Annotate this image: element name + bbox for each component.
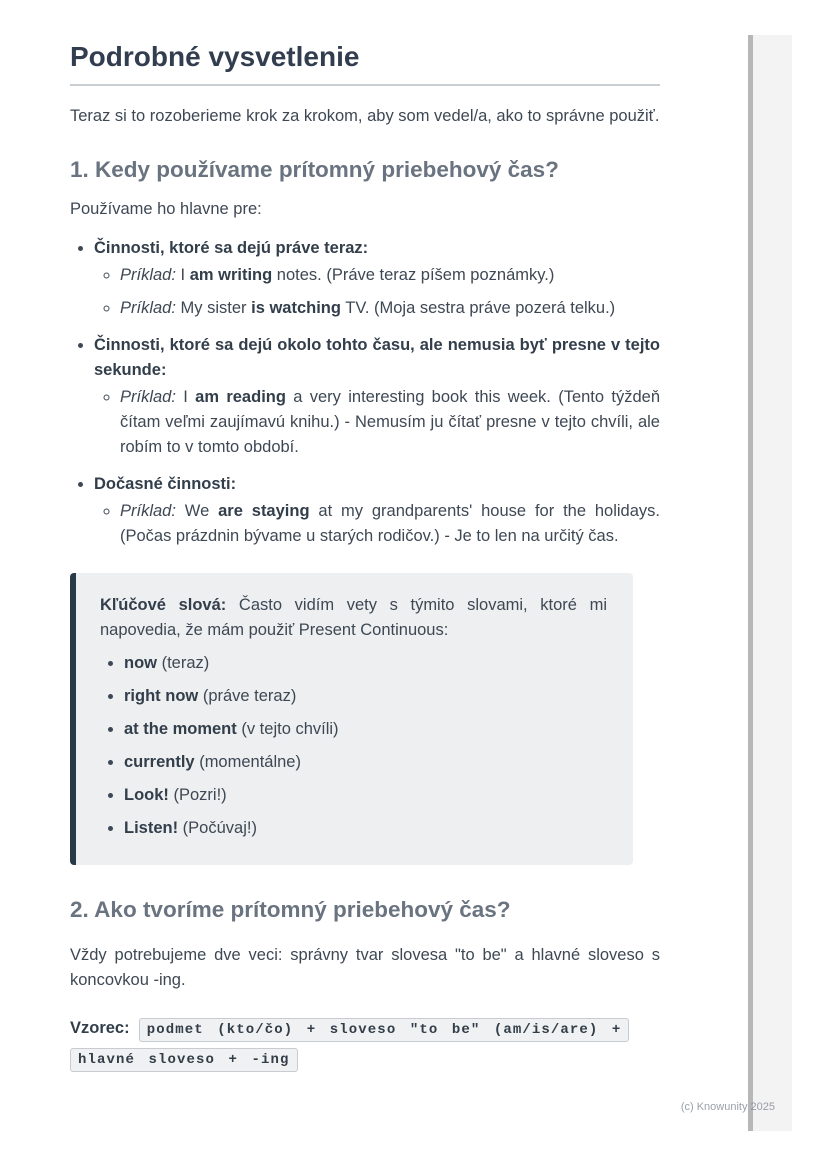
section-1-heading: 1. Kedy používame prítomný priebehový čas? xyxy=(70,157,559,182)
section-1-lead: Používame ho hlavne pre: xyxy=(70,200,262,218)
keyword-term: Listen! xyxy=(124,819,179,837)
example-item xyxy=(120,499,660,549)
keyword-note: (momentálne) xyxy=(194,753,301,771)
formula-code: podmet (kto/čo) + sloveso "to be" (am/is/are) + hlavné sloveso + -ing xyxy=(70,1018,629,1072)
page-title: Podrobné vysvetlenie xyxy=(70,41,360,72)
keywords-callout-box xyxy=(70,573,633,865)
example-text-before: I xyxy=(175,266,190,284)
keyword-term: at the moment xyxy=(124,720,237,738)
example-verb: am writing xyxy=(189,266,273,284)
example-verb: am reading xyxy=(195,388,286,406)
keyword-note: (práve teraz) xyxy=(198,687,297,705)
intro-paragraph: Teraz si to rozoberieme krok za krokom, aby som vedel/a, ako to správne použiť. xyxy=(70,107,660,125)
list-item-title: Činnosti, ktoré sa dejú okolo tohto času, ale nemusia byť presne v tejto sekunde: xyxy=(94,336,660,379)
example-sub-list xyxy=(94,263,660,321)
keyword-item xyxy=(124,816,607,841)
example-item xyxy=(120,385,660,460)
example-text-before: We xyxy=(175,502,219,520)
example-item xyxy=(120,263,660,288)
keyword-item xyxy=(124,783,607,808)
section-2-heading: 2. Ako tvoríme prítomný priebehový čas? xyxy=(70,897,511,922)
list-item xyxy=(94,236,660,321)
formula-label: Vzorec: xyxy=(70,1019,130,1037)
keyword-item xyxy=(124,651,607,676)
keyword-term: currently xyxy=(124,753,195,771)
list-item-title: Činnosti, ktoré sa dejú práve teraz: xyxy=(94,239,369,257)
list-item xyxy=(94,472,660,549)
example-item xyxy=(120,296,660,321)
title-divider xyxy=(70,84,660,86)
example-text-after: TV. (Moja sestra práve pozerá telku.) xyxy=(340,299,616,317)
example-text-before: My sister xyxy=(175,299,252,317)
example-text-before: I xyxy=(175,388,196,406)
example-label: Príklad: xyxy=(120,388,176,406)
example-label: Príklad: xyxy=(120,266,176,284)
example-label: Príklad: xyxy=(120,502,176,520)
keyword-note: (teraz) xyxy=(157,654,210,672)
keyword-item xyxy=(124,750,607,775)
list-item-title: Dočasné činnosti: xyxy=(94,475,237,493)
keywords-list xyxy=(100,651,607,841)
keyword-term: now xyxy=(124,654,157,672)
example-text-after: notes. (Práve teraz píšem poznámky.) xyxy=(272,266,555,284)
scrollbar[interactable] xyxy=(748,35,792,1131)
keyword-item xyxy=(124,717,607,742)
keyword-note: (Pozri!) xyxy=(168,786,227,804)
keywords-text: Často vidím vety s týmito slovami, ktoré mi napovedia, že mám použiť Present Continuous: xyxy=(100,596,607,639)
keyword-term: Look! xyxy=(124,786,169,804)
example-sub-list xyxy=(94,385,660,460)
section-2-paragraph: Vždy potrebujeme dve veci: správny tvar slovesa "to be" a hlavné sloveso s koncovkou -ing. xyxy=(70,946,660,989)
keyword-note: (Počúvaj!) xyxy=(178,819,257,837)
example-text-after: a very interesting book this week. (Tento týždeň čítam veľmi zaujímavú knihu.) - Nemusím ju čítať presne v tejto chvíli, ale robím to v tomto období. xyxy=(120,388,660,456)
example-text-after: at my grandparents' house for the holidays. (Počas prázdnin bývame u starých rodičov.) - Je to len na určitý čas. xyxy=(120,502,660,545)
example-sub-list xyxy=(94,499,660,549)
example-verb: is watching xyxy=(251,299,341,317)
formula-line xyxy=(70,1013,660,1073)
keyword-item xyxy=(124,684,607,709)
keywords-label: Kľúčové slová: xyxy=(100,596,227,614)
keyword-term: right now xyxy=(124,687,199,705)
example-verb: are staying xyxy=(218,502,310,520)
list-item xyxy=(94,333,660,460)
keyword-note: (v tejto chvíli) xyxy=(236,720,339,738)
usage-list xyxy=(70,236,660,549)
copyright-text: (c) Knowunity 2025 xyxy=(680,1101,775,1113)
example-label: Príklad: xyxy=(120,299,176,317)
keywords-intro xyxy=(100,593,607,643)
